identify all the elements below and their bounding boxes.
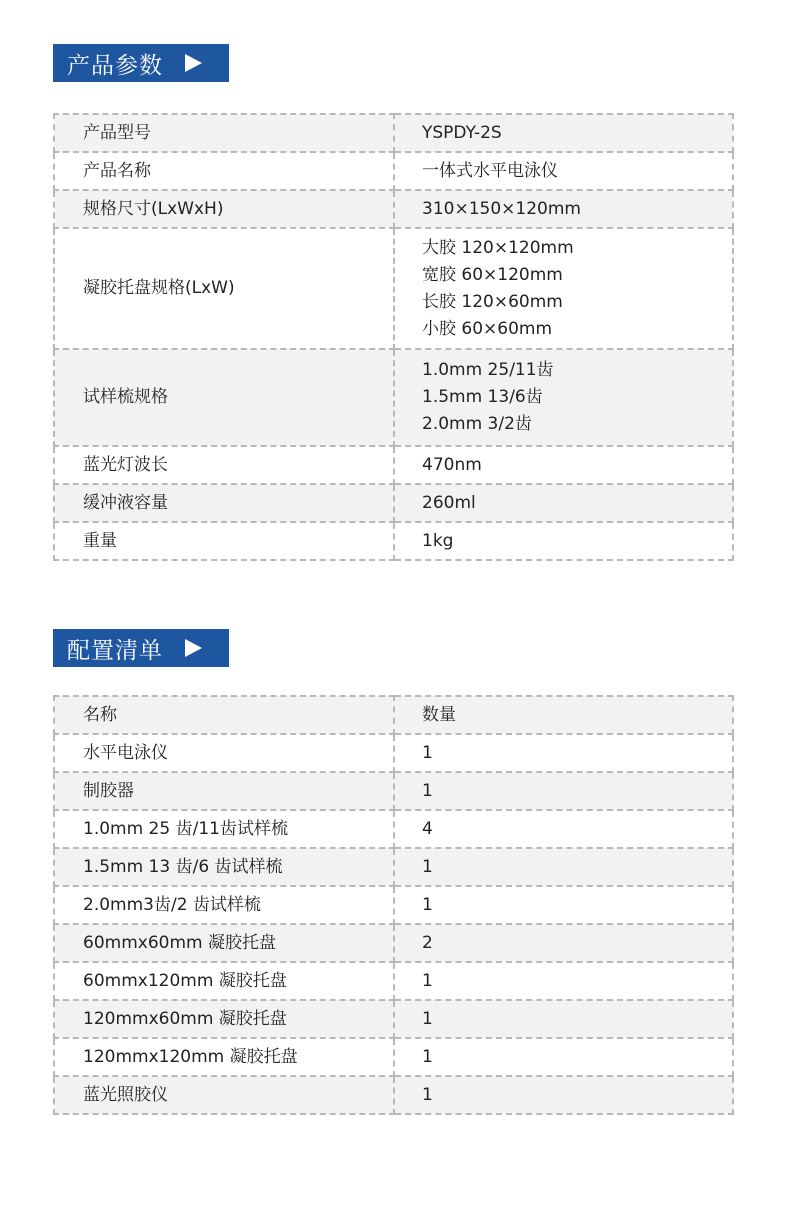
item-name: 1.5mm 13 齿/6 齿试样梳 — [54, 848, 394, 886]
param-value-line: 长胶 120×60mm — [422, 291, 563, 312]
section-title: 配置清单 — [67, 637, 163, 664]
table-row — [54, 772, 733, 810]
param-value: 260ml — [394, 484, 733, 522]
item-name: 60mmx120mm 凝胶托盘 — [54, 962, 394, 1000]
table-row — [54, 924, 733, 962]
item-name: 蓝光照胶仪 — [54, 1076, 394, 1114]
item-name: 2.0mm3齿/2 齿试样梳 — [54, 886, 394, 924]
table-row — [54, 152, 733, 190]
config-list-table — [53, 695, 734, 1115]
item-name: 水平电泳仪 — [54, 734, 394, 772]
param-value — [394, 349, 733, 446]
item-qty: 1 — [394, 1076, 733, 1114]
param-value — [394, 228, 733, 349]
param-value: 一体式水平电泳仪 — [394, 152, 733, 190]
table-row — [54, 1038, 733, 1076]
param-value-line: 大胶 120×120mm — [422, 237, 574, 258]
param-label: 重量 — [54, 522, 394, 560]
param-label: 产品型号 — [54, 114, 394, 152]
item-name: 120mmx120mm 凝胶托盘 — [54, 1038, 394, 1076]
table-row — [54, 114, 733, 152]
param-value-line: 1.0mm 25/11齿 — [422, 360, 554, 380]
item-qty: 1 — [394, 1000, 733, 1038]
table-row — [54, 522, 733, 560]
table-row — [54, 886, 733, 924]
table-row — [54, 810, 733, 848]
param-label: 蓝光灯波长 — [54, 446, 394, 484]
param-value-line: 宽胶 60×120mm — [422, 264, 563, 285]
item-qty: 1 — [394, 734, 733, 772]
column-header-qty: 数量 — [394, 696, 733, 734]
table-row — [54, 734, 733, 772]
param-value-line: 2.0mm 3/2齿 — [422, 414, 532, 434]
table-row — [54, 1000, 733, 1038]
table-row — [54, 349, 733, 446]
item-qty: 1 — [394, 772, 733, 810]
param-value-line: 1.5mm 13/6齿 — [422, 387, 543, 407]
table-row — [54, 190, 733, 228]
param-label: 试样梳规格 — [54, 349, 394, 446]
item-qty: 1 — [394, 1038, 733, 1076]
item-qty: 1 — [394, 886, 733, 924]
param-value: YSPDY-2S — [394, 114, 733, 152]
table-row — [54, 962, 733, 1000]
param-value: 470nm — [394, 446, 733, 484]
play-triangle-icon — [185, 639, 202, 657]
item-qty: 1 — [394, 962, 733, 1000]
param-value: 310×150×120mm — [394, 190, 733, 228]
item-qty: 2 — [394, 924, 733, 962]
table-row — [54, 484, 733, 522]
item-qty: 1 — [394, 848, 733, 886]
item-name: 制胶器 — [54, 772, 394, 810]
item-name: 1.0mm 25 齿/11齿试样梳 — [54, 810, 394, 848]
param-value: 1kg — [394, 522, 733, 560]
table-row — [54, 446, 733, 484]
param-label: 凝胶托盘规格(LxW) — [54, 228, 394, 349]
product-params-table — [53, 113, 734, 561]
item-qty: 4 — [394, 810, 733, 848]
param-value-line: 小胶 60×60mm — [422, 318, 553, 339]
param-label: 缓冲液容量 — [54, 484, 394, 522]
column-header-name: 名称 — [54, 696, 394, 734]
section-title: 产品参数 — [67, 52, 163, 79]
table-row — [54, 228, 733, 349]
section-header-config-list — [53, 629, 229, 667]
param-label: 规格尺寸(LxWxH) — [54, 190, 394, 228]
section-header-product-params — [53, 44, 229, 82]
item-name: 120mmx60mm 凝胶托盘 — [54, 1000, 394, 1038]
table-row — [54, 1076, 733, 1114]
play-triangle-icon — [185, 54, 202, 72]
param-label: 产品名称 — [54, 152, 394, 190]
item-name: 60mmx60mm 凝胶托盘 — [54, 924, 394, 962]
table-header-row — [54, 696, 733, 734]
table-row — [54, 848, 733, 886]
